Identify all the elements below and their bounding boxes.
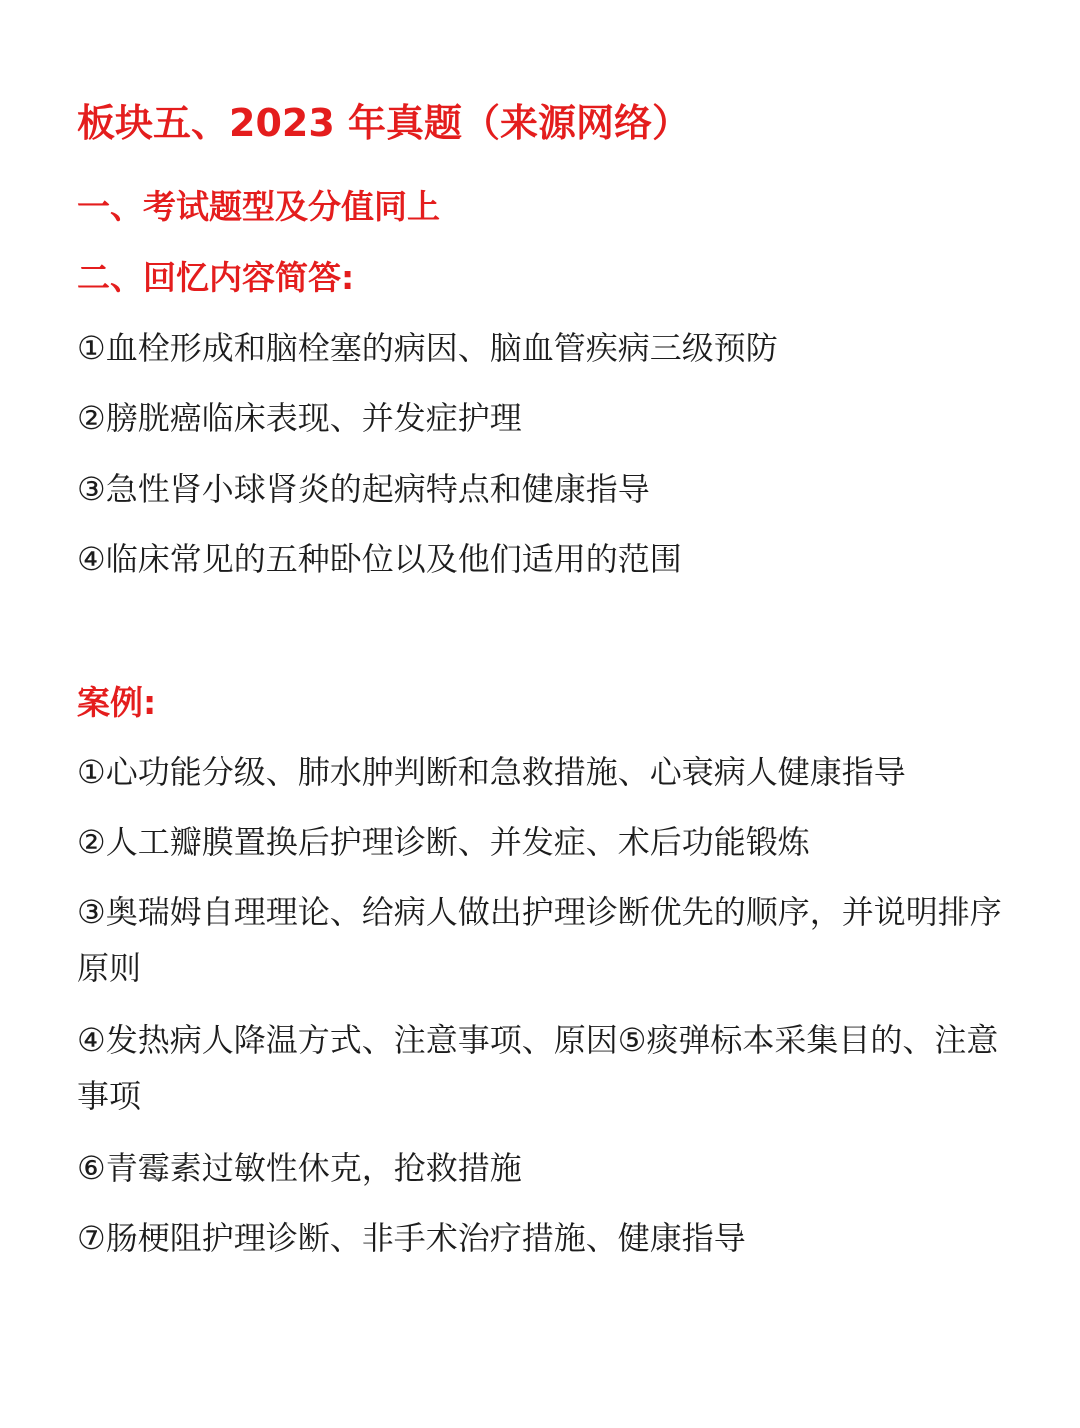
list-item: ①血栓形成和脑栓塞的病因、脑血管疾病三级预防 xyxy=(77,329,778,367)
section-heading-exam-format: 一、考试题型及分值同上 xyxy=(77,187,440,226)
list-item: ⑥青霉素过敏性休克，抢救措施 xyxy=(77,1149,522,1187)
list-item: ②人工瓣膜置换后护理诊断、并发症、术后功能锻炼 xyxy=(77,823,810,861)
list-item: ①心功能分级、肺水肿判断和急救措施、心衰病人健康指导 xyxy=(77,753,906,791)
list-item: ③急性肾小球肾炎的起病特点和健康指导 xyxy=(77,470,650,508)
section-heading-short-answer: 二、回忆内容简答: xyxy=(77,258,355,297)
list-item: ③奥瑞姆自理理论、给病人做出护理诊断优先的顺序，并说明排序原则 xyxy=(77,893,1002,987)
list-item: ⑦肠梗阻护理诊断、非手术治疗措施、健康指导 xyxy=(77,1219,746,1257)
list-item: ④发热病人降温方式、注意事项、原因⑤痰弹标本采集目的、注意事项 xyxy=(77,1021,999,1115)
list-item: ④临床常见的五种卧位以及他们适用的范围 xyxy=(77,540,682,578)
list-item: ②膀胱癌临床表现、并发症护理 xyxy=(77,399,522,437)
section-heading-case: 案例: xyxy=(77,683,157,722)
document-title: 板块五、2023 年真题（来源网络） xyxy=(77,101,690,145)
